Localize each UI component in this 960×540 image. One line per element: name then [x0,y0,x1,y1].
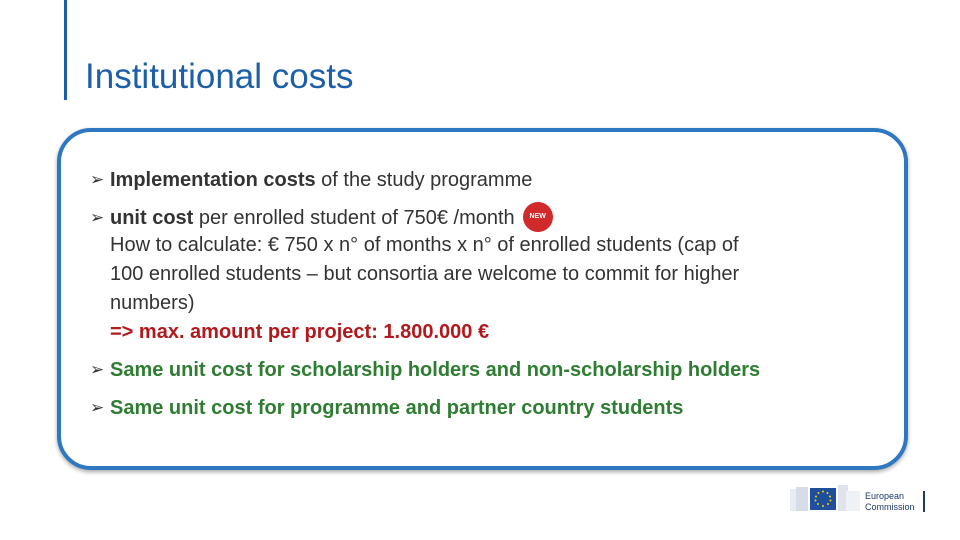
arrow-bullet-icon: ➢ [90,398,105,418]
arrow-bullet-icon: ➢ [90,360,105,380]
arrow-bullet-icon: ➢ [90,208,105,228]
bullet-unit-cost [90,204,900,347]
logo-divider [923,491,925,512]
logo-text [865,491,915,513]
max-amount: => max. amount per project: 1.800.000 € [110,321,490,343]
calculation-line-1: How to calculate: € 750 x n° of months x n° of enrolled students (cap of [110,234,739,256]
bullet-text: per enrolled student of 750€ /month [193,207,515,229]
arrow-bullet-icon: ➢ [90,170,105,190]
bullet-bold-text: Implementation costs [110,169,316,191]
logo-text-line-1: European [865,491,905,501]
logo-text-line-2: Commission [865,502,915,512]
new-badge-icon: NEW [523,202,553,232]
title-accent-bar [64,0,67,100]
page-title: Institutional costs [85,57,354,96]
bullet-implementation-costs [90,166,900,195]
bullet-bold-text: unit cost [110,207,194,229]
calculation-line-2: 100 enrolled students – but consortia are welcome to commit for higher [110,263,740,285]
bullet-green-text: Same unit cost for programme and partner country students [110,397,684,419]
bullet-green-text: Same unit cost for scholarship holders and non-scholarship holders [110,359,761,381]
bullet-list [90,166,900,432]
calculation-line-3: numbers) [110,292,195,314]
bullet-text: of the study programme [315,169,533,191]
bullet-country-students [90,394,900,423]
bullet-scholarship-holders [90,356,900,385]
